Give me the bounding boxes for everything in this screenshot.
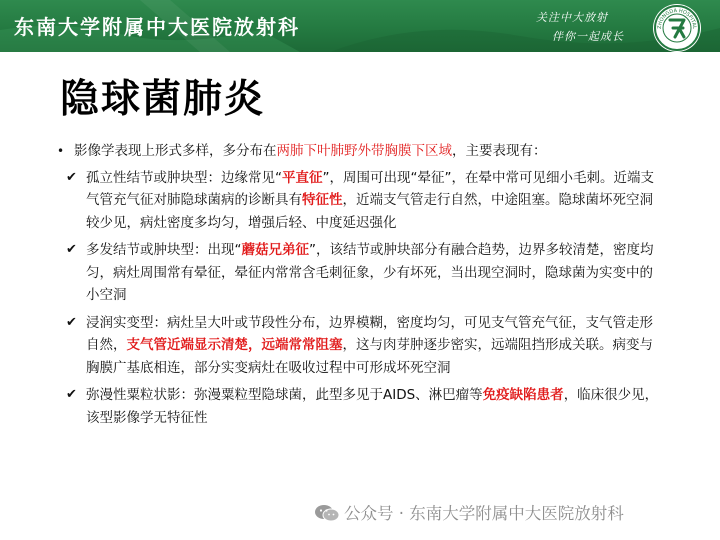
institution-name: 东南大学附属中大医院放射科: [14, 15, 300, 39]
item-text: ，近端支气管走行自然，中途阻塞。隐球菌坏死空洞较少见，病灶密度多均匀，增强后轻、中度延迟强化: [86, 192, 653, 231]
checkmark-icon: ✔: [66, 169, 77, 185]
item-text: 孤立性结节或肿块型：边缘常见“: [86, 169, 282, 186]
intro-text: 影像学表现上形式多样，多分布在: [74, 143, 277, 159]
item-highlight: 蘑菇兄弟征: [241, 242, 309, 258]
slogan-line-1: 关注中大放射: [536, 11, 608, 24]
item-text: ”，周围可出现“晕征”，在晕中常可见细小毛刺。近端支气管充气征对肺隐球菌病的诊断具有: [86, 169, 654, 208]
watermark-text: 公众号 · 东南大学附属中大医院放射科: [344, 504, 624, 523]
slide-content: [52, 140, 662, 434]
intro-text-end: ，主要表现有：: [452, 143, 547, 159]
logo-text: ZHONGDA HOSPITAL: [656, 7, 698, 30]
checkmark-icon: ✔: [66, 387, 77, 402]
header-banner: [0, 0, 720, 52]
hospital-logo: [653, 4, 701, 52]
list-item-miliary: [52, 384, 662, 429]
list-item-multiple: [52, 239, 662, 307]
checkmark-icon: ✔: [66, 314, 77, 330]
list-item-consolidation: [52, 312, 662, 380]
item-highlight: 特征性: [302, 192, 343, 208]
item-text: 弥漫性粟粒状影：弥漫粟粒型隐球菌，此型多见于AIDS、淋巴瘤等: [86, 387, 483, 403]
slogan-line-2: 伴你一起成长: [552, 30, 624, 43]
item-text: 多发结节或肿块型：出现“: [86, 242, 242, 258]
checkmark-icon: ✔: [66, 242, 77, 257]
list-item-solitary: [52, 167, 662, 235]
intro-highlight: 两肺下叶肺野外带胸膜下区域: [276, 143, 452, 159]
wechat-watermark: [314, 500, 624, 522]
item-highlight: 平直征: [282, 169, 323, 186]
item-text: ，临床很少见，该型影像学无特征性: [86, 387, 659, 426]
item-highlight: 支气管近端显示清楚，远端常常阻塞: [126, 337, 343, 353]
slide-title: 隐球菌肺炎: [60, 77, 266, 122]
bullet-dot: •: [57, 144, 65, 158]
item-text: ”，该结节或肿块部分有融合趋势，边界多较清楚，密度均匀，病灶周围常有晕征，晕征内常常含毛刺征象，少有坏死，当出现空洞时，隐球菌为实变中的小空洞: [86, 242, 654, 303]
item-text: ，这与肉芽肿逐步密实，远端阻挡形成关联。病变与胸膜广基底相连，部分实变病灶在吸收过程中可形成坏死空洞: [86, 337, 653, 376]
wechat-icon: [314, 504, 340, 522]
item-highlight: 免疫缺陷患者: [482, 387, 564, 403]
item-text: 浸润实变型：病灶呈大叶或节段性分布，边界模糊，密度均匀，可见支气管充气征，支气管走形自然，: [86, 314, 653, 353]
intro-bullet: [52, 140, 662, 163]
